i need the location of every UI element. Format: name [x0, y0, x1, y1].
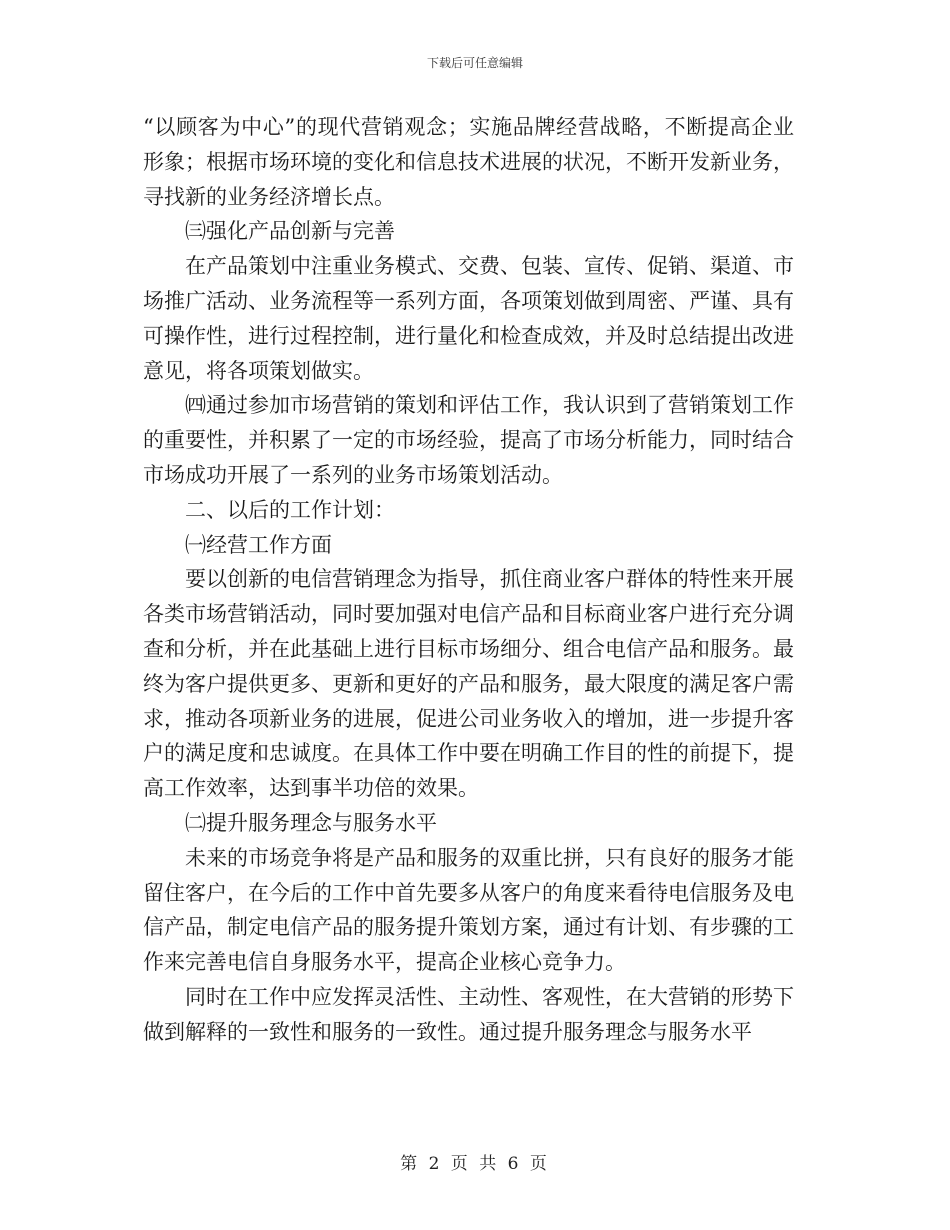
- paragraph-continuation: “以顾客为中心”的现代营销观念；实施品牌经营战略，不断提高企业形象；根据市场环境的变化和信息技术进展的状况，不断开发新业务，寻找新的业务经济增长点。: [143, 115, 794, 209]
- section-heading-3: ㈢强化产品创新与完善: [185, 219, 395, 244]
- section-item-4: ㈣通过参加市场营销的策划和评估工作，我认识到了营销策划工作的重要性，并积累了一定的市场经验，提高了市场分析能力，同时结合市场成功开展了一系列的业务市场策划活动。: [143, 393, 794, 487]
- page-footer: 第 2 页 共 6 页: [400, 1154, 550, 1174]
- section-heading-1: ㈠经营工作方面: [185, 532, 332, 557]
- paragraph: 要以创新的电信营销理念为指导，抓住商业客户群体的特性来开展各类市场营销活动，同时要加强对电信产品和目标商业客户进行充分调查和分析，并在此基础上进行目标市场细分、组合电信产品和服务。最终为客户提供更多、更新和更好的产品和服务，最大限度的满足客户需求，推动各项新业务的进展，促进公司业务收入的增加，进一步提升客户的满足度和忠诚度。在具体工作中要在明确工作目的性的前提下，提高工作效率，达到事半功倍的效果。: [143, 567, 794, 801]
- paragraph: 未来的市场竞争将是产品和服务的双重比拼，只有良好的服务才能留住客户，在今后的工作中首先要多从客户的角度来看待电信服务及电信产品，制定电信产品的服务提升策划方案，通过有计划、有步骤的工作来完善电信自身服务水平，提高企业核心竞争力。: [143, 845, 794, 975]
- paragraph: 在产品策划中注重业务模式、交费、包装、宣传、促销、渠道、市场推广活动、业务流程等一系列方面，各项策划做到周密、严谨、具有可操作性，进行过程控制，进行量化和检查成效，并及时总结提出改进意见，将各项策划做实。: [143, 254, 794, 383]
- page-header: 下载后可任意编辑: [426, 56, 523, 70]
- document-body: [143, 110, 794, 1050]
- paragraph: 同时在工作中应发挥灵活性、主动性、客观性，在大营销的形势下做到解释的一致性和服务的一致性。通过提升服务理念与服务水平: [143, 984, 794, 1044]
- section-heading-2: ㈡提升服务理念与服务水平: [185, 810, 437, 835]
- chapter-heading: 二、以后的工作计划：: [185, 497, 395, 522]
